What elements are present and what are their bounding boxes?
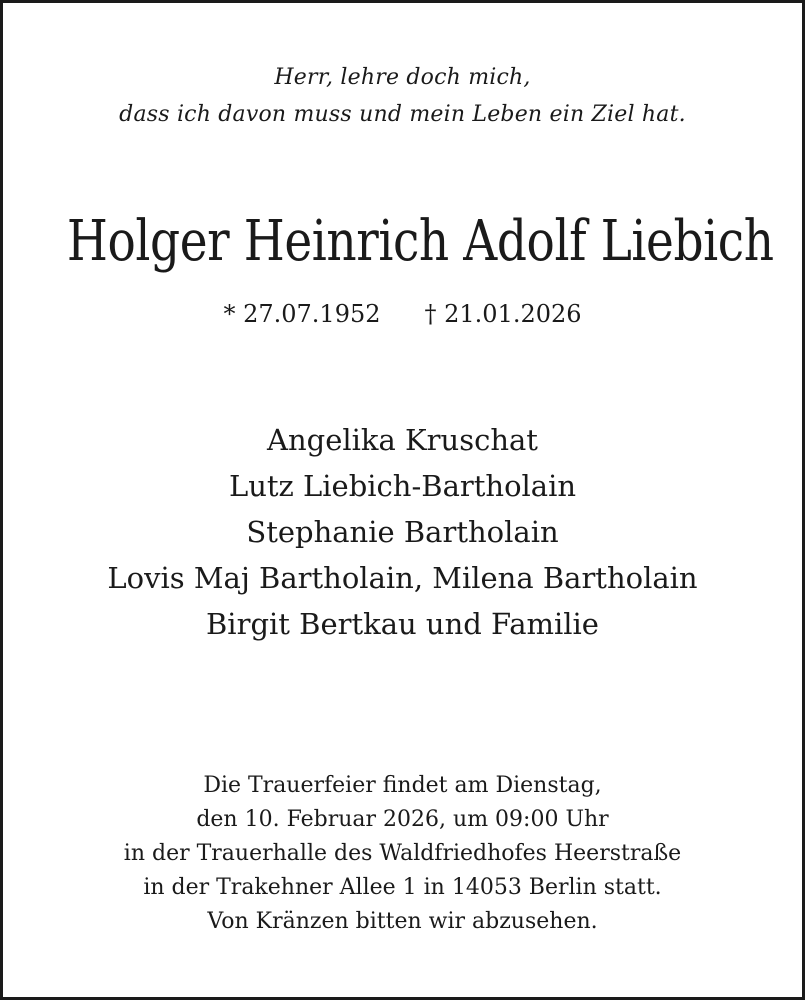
mourner-line: Angelika Kruschat <box>267 423 538 457</box>
death-date: † 21.01.2026 <box>424 300 582 328</box>
mourner-line: Stephanie Bartholain <box>246 515 559 549</box>
ceremony-line: den 10. Februar 2026, um 09:00 Uhr <box>196 807 609 832</box>
ceremony-line: Von Kränzen bitten wir abzusehen. <box>207 909 598 934</box>
mourner-line: Birgit Bertkau und Familie <box>206 607 599 641</box>
life-dates <box>3 297 802 331</box>
verse-line-1: Herr, lehre doch mich, <box>274 65 531 90</box>
mourners-list <box>3 417 802 647</box>
mourner-line: Lovis Maj Bartholain, Milena Bartholain <box>107 561 698 595</box>
ceremony-details <box>3 769 802 939</box>
ceremony-line: in der Trauerhalle des Waldfriedhofes Heerstraße <box>123 841 682 866</box>
ceremony-line: Die Trauerfeier findet am Dienstag, <box>203 773 602 798</box>
bible-verse <box>3 59 802 133</box>
deceased-name: Holger Heinrich Adolf Liebich <box>66 209 774 274</box>
ceremony-line: in der Trakehner Allee 1 in 14053 Berlin statt. <box>143 875 662 900</box>
verse-line-2: dass ich davon muss und mein Leben ein Ziel hat. <box>119 102 686 127</box>
mourner-line: Lutz Liebich-Bartholain <box>228 469 577 503</box>
birth-date: * 27.07.1952 <box>223 300 381 328</box>
